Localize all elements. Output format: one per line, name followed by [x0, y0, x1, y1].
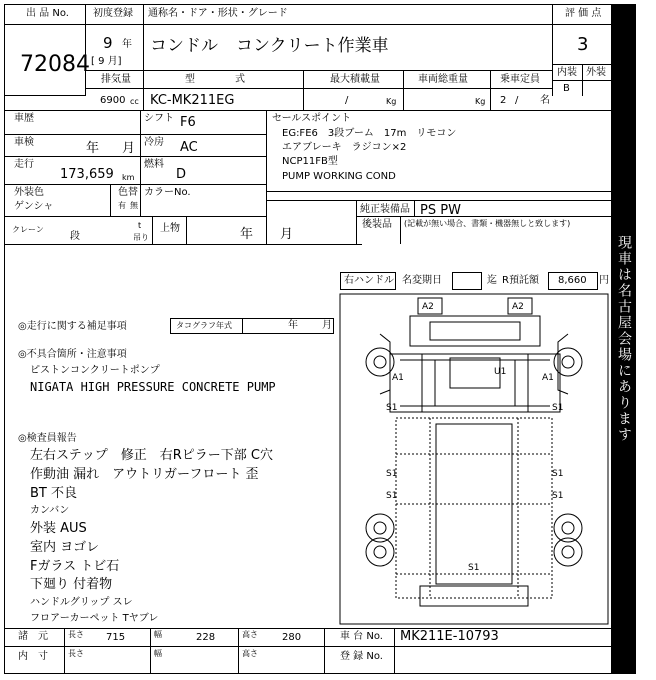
- fuel-label: 燃料: [144, 159, 164, 170]
- name-change-label: 名変期日: [402, 275, 442, 286]
- registration-label: 登 録 No.: [340, 651, 383, 662]
- standard-equipment-label: 純正装備品: [360, 204, 410, 215]
- capacity-value-a: 2: [500, 95, 507, 106]
- score-label: 評 価 点: [565, 8, 602, 19]
- mileage-unit: km: [122, 173, 135, 182]
- reg-year-unit: 年: [122, 39, 132, 50]
- color-no-label: カラーNo.: [144, 187, 191, 198]
- inspection-label: 車検: [14, 137, 34, 148]
- mark-s1-right-3: S1: [552, 491, 564, 501]
- driving-notes-label: ◎走行に関する補足事項: [18, 321, 127, 332]
- tacho-label: タコグラフ年式: [176, 321, 232, 330]
- sales-line: エアブレーキ ラジコン×2: [282, 142, 407, 153]
- reg-year: 9: [103, 34, 113, 52]
- crane-stage: 段: [70, 231, 80, 242]
- inspector-line: 作動油 漏れ アウトリガーフロート 歪: [30, 467, 259, 482]
- gross-weight-unit: Kg: [475, 97, 486, 106]
- inspection-month: 月: [122, 141, 136, 156]
- defect-label: ◎不具合箇所・注意事項: [18, 349, 127, 360]
- length-label: 長さ: [68, 630, 84, 639]
- handle-value: 右ハンドル: [344, 275, 394, 286]
- max-load-unit: Kg: [386, 97, 397, 106]
- defect-line: NIGATA HIGH PRESSURE CONCRETE PUMP: [30, 380, 276, 394]
- history-label: 車歴: [14, 113, 34, 124]
- inspector-line: フロアーカーペット Tヤブレ: [30, 613, 159, 624]
- inspector-line: BT 不良: [30, 486, 77, 501]
- fuel-value: D: [176, 167, 187, 182]
- banner-bottom-mark: ◆◇: [592, 321, 608, 357]
- inspector-line: Fガラス トビ石: [30, 559, 120, 574]
- displacement-label: 排気量: [101, 74, 131, 85]
- displacement-unit: cc: [130, 97, 139, 106]
- name-change-date-box: [452, 272, 482, 290]
- body-label: 上物: [160, 223, 180, 234]
- vehicle-grade: コンクリート作業車: [236, 36, 389, 56]
- length-value: 715: [106, 632, 126, 643]
- capacity-value-b: 名: [540, 95, 550, 106]
- exterior-grade-label: 外装: [586, 67, 606, 78]
- inspector-line: ハンドルグリップ スレ: [30, 597, 133, 608]
- lot-number: 72084: [20, 52, 90, 77]
- chassis-label: 車 台 No.: [340, 631, 383, 642]
- sales-line: NCP11FB型: [282, 156, 338, 167]
- color-change-no: 無: [130, 201, 138, 210]
- mark-s1-rear: S1: [468, 563, 480, 573]
- displacement-value: 6900: [100, 95, 126, 106]
- banner-top-mark: ◇◆: [640, 321, 656, 357]
- defect-line: ピストンコンクリートポンプ: [30, 365, 160, 376]
- mark-a1-left: A1: [392, 373, 404, 383]
- width-label: 幅: [154, 630, 162, 639]
- mileage-value: 173,659: [60, 167, 114, 182]
- inner-width-label: 幅: [154, 649, 162, 658]
- reg-month-note: [ 9 月]: [91, 56, 122, 67]
- inner-size-label: 内 寸: [18, 651, 48, 662]
- max-load-label: 最大積載量: [330, 74, 380, 85]
- body-year: 年: [240, 227, 254, 242]
- inner-height-label: 高さ: [242, 649, 258, 658]
- tacho-month: 月: [322, 320, 332, 331]
- mark-s1-right-1: S1: [552, 403, 564, 413]
- r-amount-label: R預託額: [502, 275, 539, 286]
- sales-line: EG:FE6 3段ブーム 17m リモコン: [282, 128, 457, 139]
- inspector-line: 左右ステップ 修正 右Rピラー下部 C穴: [30, 448, 273, 463]
- color-change-label: 色替: [118, 187, 138, 198]
- inspector-label: ◎検査員報告: [18, 433, 77, 444]
- model-type-label: 型 式: [185, 74, 245, 85]
- shift-label: シフト: [144, 113, 174, 124]
- first-reg-label: 初度登録: [93, 8, 133, 19]
- standard-equipment-value: PS PW: [420, 203, 461, 218]
- max-load-value: /: [345, 95, 349, 106]
- specs-label: 諸 元: [18, 631, 48, 642]
- mark-a2-right: A2: [512, 302, 524, 312]
- ext-color-label: 外装色: [14, 187, 44, 198]
- aftermarket-label: 後装品: [362, 219, 392, 230]
- crane-label: クレーン: [12, 225, 44, 234]
- mark-s1-right-2: S1: [552, 469, 564, 479]
- height-value: 280: [282, 632, 302, 643]
- capacity-label: 乗車定員: [500, 74, 540, 85]
- body-month: 月: [280, 227, 294, 242]
- sales-line: PUMP WORKING COND: [282, 171, 396, 182]
- interior-grade: B: [563, 83, 570, 94]
- inspector-line: 下廻り 付着物: [30, 577, 113, 592]
- sales-point-label: セールスポイント: [272, 113, 352, 124]
- score-value: 3: [577, 34, 589, 55]
- aftermarket-note: (記載が無い場合、書類・機器無しと致します): [404, 219, 571, 228]
- width-value: 228: [196, 632, 216, 643]
- lot-number-label: 出 品 No.: [26, 8, 69, 19]
- capacity-sep: /: [515, 95, 519, 106]
- ac-value: AC: [180, 140, 198, 155]
- mark-a1-right: A1: [542, 373, 554, 383]
- interior-grade-label: 内装: [557, 67, 577, 78]
- shift-value: F6: [180, 115, 196, 130]
- model-type-value: KC-MK211EG: [150, 93, 235, 108]
- tacho-year: 年: [288, 320, 298, 331]
- r-amount-unit: 円: [599, 275, 609, 286]
- inspector-line: カンバン: [30, 505, 70, 516]
- inspection-year: 年: [86, 141, 100, 156]
- chassis-value: MK211E-10793: [400, 629, 499, 644]
- deadline-label: 迄: [487, 275, 497, 286]
- vehicle-name: コンドル: [150, 36, 218, 56]
- ac-label: 冷房: [144, 137, 164, 148]
- ext-color-value: ゲンシャ: [14, 201, 54, 212]
- r-amount-value: 8,660: [558, 275, 587, 286]
- mark-s1-left-3: S1: [386, 491, 398, 501]
- model-header-label: 通称名・ドア・形状・グレード: [148, 8, 288, 19]
- gross-weight-label: 車両総重量: [418, 74, 468, 85]
- inner-length-label: 長さ: [68, 649, 84, 658]
- banner-text: 現車は名古屋会場にあります: [616, 235, 632, 443]
- inspector-line: 室内 ヨゴレ: [30, 540, 100, 555]
- mark-u1: U1: [494, 367, 507, 377]
- height-label: 高さ: [242, 630, 258, 639]
- mark-s1-left-2: S1: [386, 469, 398, 479]
- crane-lift: 吊り: [133, 233, 149, 242]
- crane-ton: t: [138, 221, 142, 230]
- truck-diagram: [340, 294, 608, 624]
- mark-a2-left: A2: [422, 302, 434, 312]
- color-change-yes: 有: [118, 201, 126, 210]
- inspector-line: 外装 AUS: [30, 521, 87, 536]
- mark-s1-left-1: S1: [386, 403, 398, 413]
- mileage-label: 走行: [14, 159, 34, 170]
